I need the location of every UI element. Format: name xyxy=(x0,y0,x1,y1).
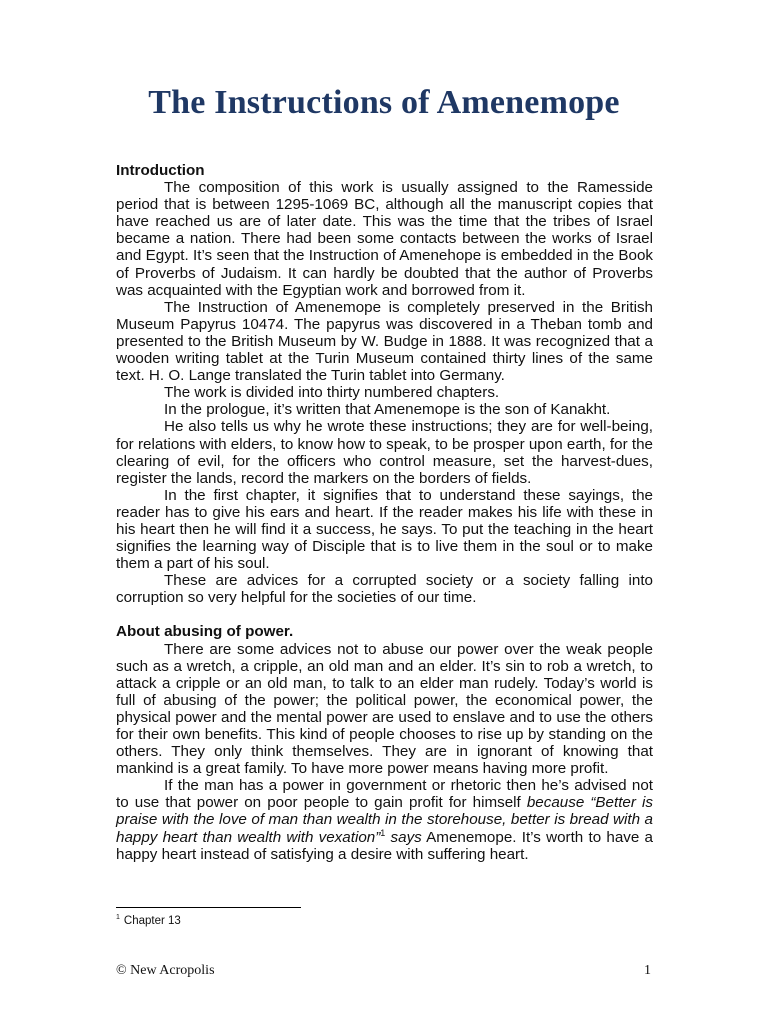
paragraph: The composition of this work is usually assigned to the Ramesside period that is between 1295-1069 BC, although all the manuscript copies that have reached us are of later date. This was the time that the tribes of Israel became a nation. There had been some contacts between the works of Israel and Egypt. It’s seen that the Instruction of Amenehope is embedded in the Book of Proverbs of Judaism. It can hardly be doubted that the author of Proverbs was acquainted with the Egyptian work and borrowed from it. xyxy=(116,179,653,299)
paragraph: These are advices for a corrupted society or a society falling into corruption so very helpful for the societies of our time. xyxy=(116,572,653,607)
paragraph: The Instruction of Amenemope is completely preserved in the British Museum Papyrus 10474. The papyrus was discovered in a Theban tomb and presented to the British Museum by W. Budge in 1888. It was recognized that a wooden writing tablet at the Turin Museum contained thirty lines of the same text. H. O. Lange translated the Turin tablet into Germany. xyxy=(116,298,653,385)
paragraph: In the first chapter, it signifies that to understand these sayings, the reader has to give his ears and heart. If the reader makes his life with these in his heart then he will find it a success, he says. To put the teaching in the heart signifies the learning way of Disciple that is to live them in the soul or to make them a part of his soul. xyxy=(116,486,653,573)
footnote xyxy=(116,914,181,927)
section-heading-introduction: Introduction xyxy=(116,162,205,179)
document-body xyxy=(116,162,653,863)
section-spacer xyxy=(116,606,653,623)
quote-text: because “Better is praise with the love of man than wealth in the storehouse, better is bread with a happy heart than wealth with vexation” xyxy=(116,794,653,846)
page-number: 1 xyxy=(644,963,651,978)
footnote-text: Chapter 13 xyxy=(123,914,181,927)
paragraph-tail: Amenemope. It’s worth to have a happy heart instead of satisfying a desire with suffering heart. xyxy=(116,828,653,863)
footer-copyright: © New Acropolis xyxy=(116,963,215,978)
paragraph: There are some advices not to abuse our power over the weak people such as a wretch, a cripple, an old man and an elder. It’s sin to rob a wretch, to attack a cripple or an old man, to talk to an elder man rudely. Today’s world is full of abusing of the power; the political power, the economical power, the physical power and the mental power are used to enslave and to use the others for their own benefits. This kind of people chooses to rise up by standing on the others. They only think themselves. They are in ignorant of knowing that mankind is a great family. To have more power means having more profit. xyxy=(116,640,653,778)
document-title: The Instructions of Amenemope xyxy=(148,84,620,121)
paragraph-with-quote xyxy=(116,777,653,862)
paragraph: In the prologue, it’s written that Amenemope is the son of Kanakht. xyxy=(164,401,611,419)
paragraph: The work is divided into thirty numbered chapters. xyxy=(164,384,500,402)
footnote-number: 1 xyxy=(116,914,120,921)
section-heading-abusing-power: About abusing of power. xyxy=(116,623,294,641)
paragraph: He also tells us why he wrote these instructions; they are for well-being, for relations with elders, to know how to speak, to be prosper upon earth, for the clearing of evil, for the officers who control measure, set the harvest-dues, register the lands, record the markers on the borders of fields. xyxy=(116,418,653,487)
footnote-reference[interactable]: 1 xyxy=(380,827,386,838)
footnote-divider xyxy=(116,907,301,908)
paragraph-lead: If the man has a power in government or rhetoric then he’s advised not to use that power on poor people to gain profit for himself xyxy=(116,777,653,812)
quote-says: says xyxy=(385,828,422,846)
